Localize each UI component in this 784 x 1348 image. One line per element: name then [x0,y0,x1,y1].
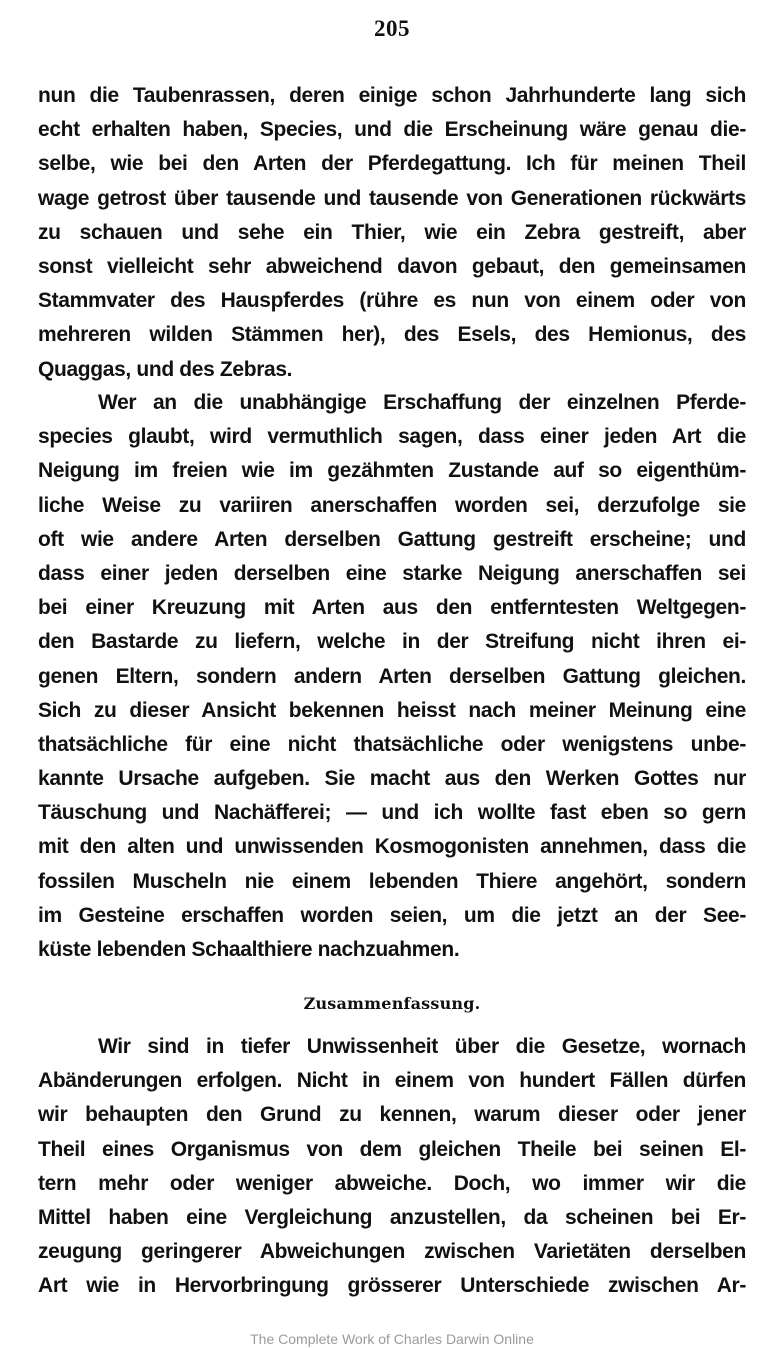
page-number: 205 [374,16,410,41]
text-line: Quaggas, und des Zebras. [38,357,293,381]
text-line: kannte Ursache aufgeben. Sie macht aus den Werken Gottes nur [38,767,746,791]
text-line: mit den alten und unwissenden Kosmogonisten annehmen, dass die [38,835,746,859]
footer-credit: The Complete Work of Charles Darwin Online [250,1331,534,1347]
text-line: Wir sind in tiefer Unwissenheit über die Gesetze, wornach [98,1035,746,1058]
text-line: genen Eltern, sondern andern Arten derselben Gattung gleichen. [38,664,746,688]
text-line: oft wie andere Arten derselben Gattung gestreift erscheine; und [38,527,746,551]
text-line: nun die Taubenrassen, deren einige schon Jahrhunderte lang sich [38,84,746,107]
text-line: selbe, wie bei den Arten der Pferdegattung. Ich für meinen Theil [38,152,746,176]
section-heading: Zusammenfassung. [303,994,481,1013]
text-line: Mittel haben eine Vergleichung anzustellen, da scheinen bei Er- [38,1205,746,1229]
text-line: küste lebenden Schaalthiere nachzuahmen. [38,938,460,961]
text-line: Theil eines Organismus von dem gleichen Theile bei seinen El- [38,1137,746,1161]
text-line: Stammvater des Hauspferdes (rühre es nun von einem oder von [38,289,746,313]
text-line: species glaubt, wird vermuthlich sagen, dass einer jeden Art die [38,425,746,449]
paragraph [38,386,746,967]
text-line: wir behaupten den Grund zu kennen, warum dieser oder jener [38,1103,746,1127]
section-paragraph [38,1030,746,1304]
text-line: Neigung im freien wie im gezähmten Zustande auf so eigenthüm- [38,459,746,483]
text-line: sonst vielleicht sehr abweichend davon gebaut, den gemeinsamen [38,254,746,278]
text-line: Täuschung und Nachäfferei; — und ich wollte fast eben so gern [38,801,746,825]
text-line: den Bastarde zu liefern, welche in der Streifung nicht ihren ei- [38,630,746,654]
text-line: im Gesteine erschaffen worden seien, um die jetzt an der See- [38,903,746,927]
text-line: wage getrost über tausende und tausende von Generationen rückwärts [38,186,746,210]
text-line: Art wie in Hervorbringung grösserer Unterschiede zwischen Ar- [38,1274,746,1298]
text-line: liche Weise zu variiren anerschaffen worden sei, derzufolge sie [38,493,746,517]
text-line: thatsächliche für eine nicht thatsächliche oder wenigstens unbe- [38,732,746,756]
text-line: dass einer jeden derselben eine starke Neigung anerschaffen sei [38,561,746,585]
text-line: bei einer Kreuzung mit Arten aus den entferntesten Weltgegen- [38,596,746,620]
paragraph-continued [38,79,746,387]
text-line: fossilen Muscheln nie einem lebenden Thiere angehört, sondern [38,869,746,893]
text-line: zeugung geringerer Abweichungen zwischen Varietäten derselben [38,1240,746,1264]
text-line: mehreren wilden Stämmen her), des Esels, des Hemionus, des [38,323,746,347]
text-line: tern mehr oder weniger abweiche. Doch, wo immer wir die [38,1171,746,1195]
text-line: zu schauen und sehe ein Thier, wie ein Zebra gestreift, aber [38,220,746,244]
text-line: Abänderungen erfolgen. Nicht in einem von hundert Fällen dürfen [38,1069,746,1093]
text-line: echt erhalten haben, Species, und die Erscheinung wäre genau die- [38,118,746,142]
text-line: Wer an die unabhängige Erschaffung der einzelnen Pferde- [98,391,746,414]
text-line: Sich zu dieser Ansicht bekennen heisst nach meiner Meinung eine [38,698,746,722]
